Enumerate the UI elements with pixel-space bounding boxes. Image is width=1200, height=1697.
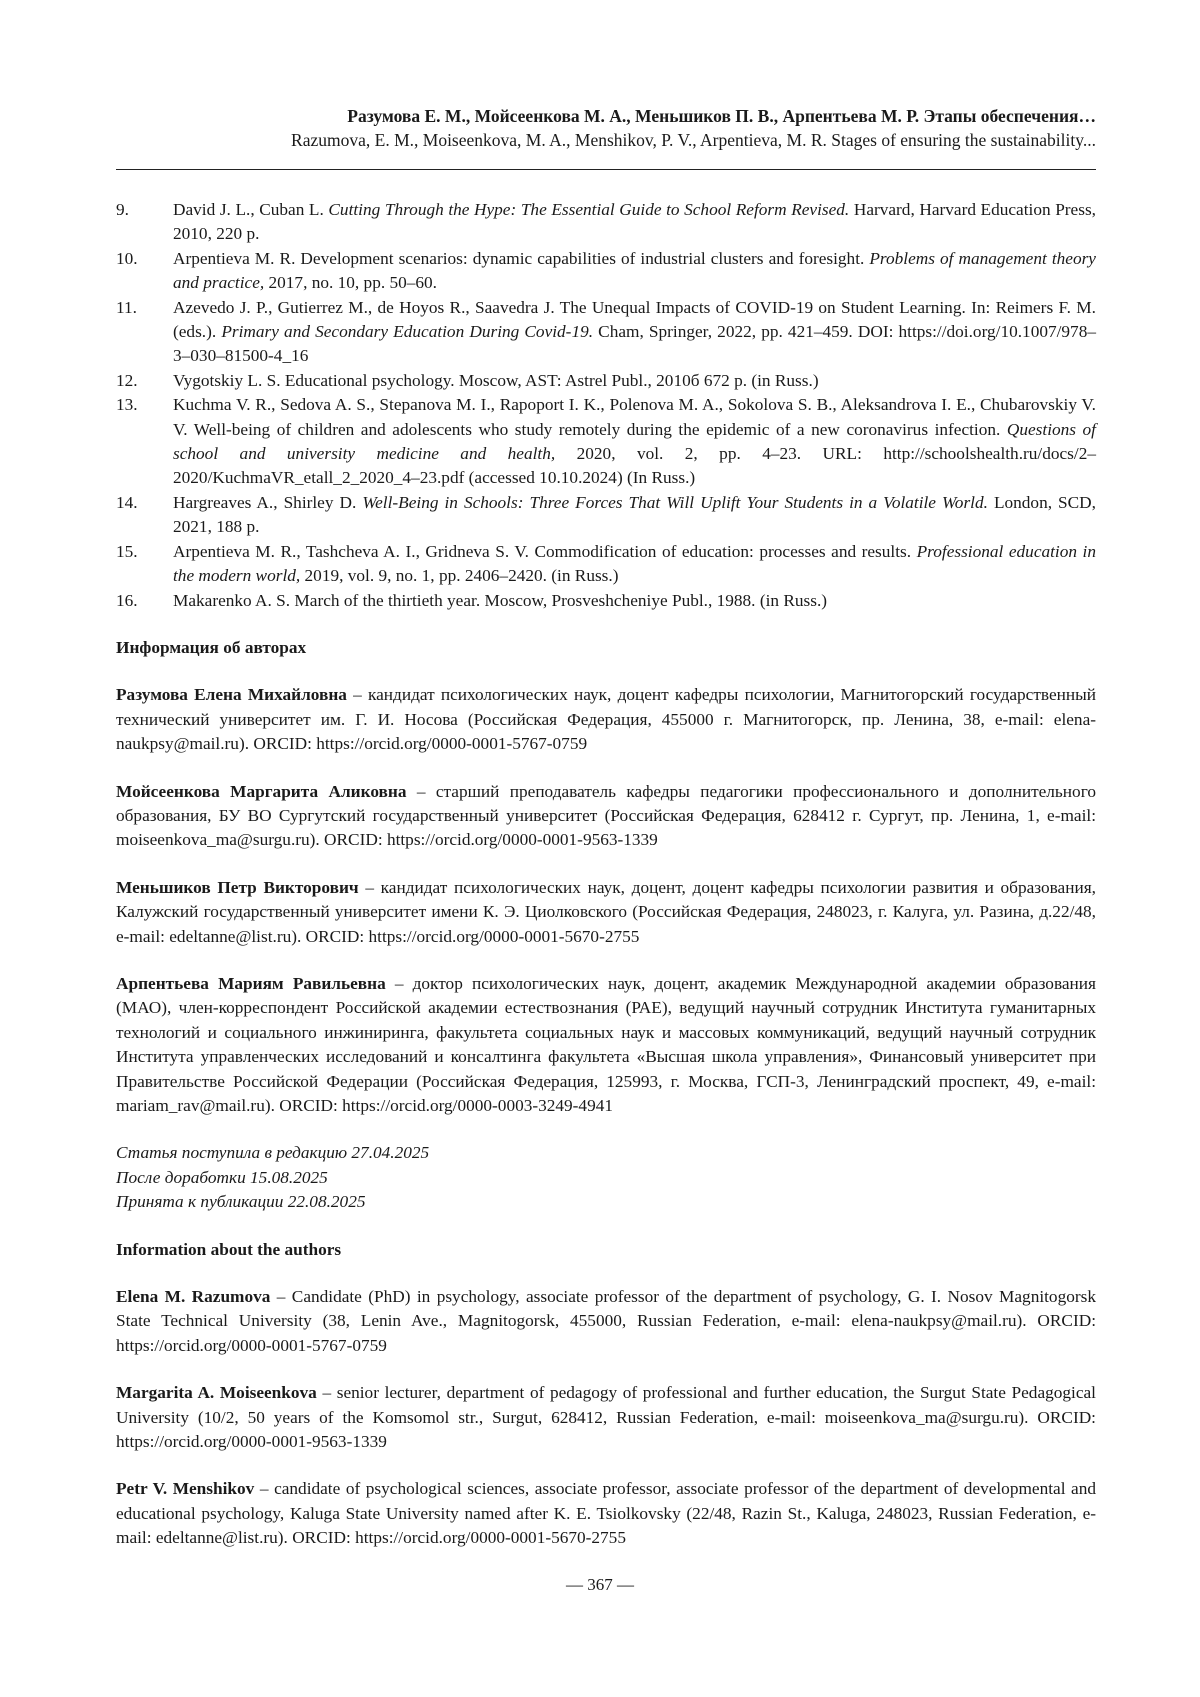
reference-number: 10. xyxy=(116,247,173,296)
reference-text: Hargreaves A., Shirley D. Well-Being in Schools: Three Forces That Will Uplift Your Students in a Volatile World. London, SCD, 2021, 188 p. xyxy=(173,491,1096,540)
author-name: Разумова Елена Михайловна xyxy=(116,685,347,704)
author-name: Margarita A. Moiseenkova xyxy=(116,1383,317,1402)
reference-text: Vygotskiy L. S. Educational psychology. Moscow, AST: Astrel Publ., 2010б 672 p. (in Russ.) xyxy=(173,369,1096,393)
reference-text: Arpentieva M. R., Tashcheva A. I., Gridneva S. V. Commodification of education: processes and results. Professional education in the modern world, 2019, vol. 9, no. 1, pp. 2406–2420. (in Russ.) xyxy=(173,540,1096,589)
reference-item xyxy=(116,369,1096,393)
running-header-title-en: Razumova, E. M., Moiseenkova, M. A., Menshikov, P. V., Arpentieva, M. R. Stages of ensuring the sustainability... xyxy=(116,128,1096,152)
authors-heading-en: Information about the authors xyxy=(116,1238,1096,1262)
article-dates xyxy=(116,1141,1096,1214)
reference-number: 14. xyxy=(116,491,173,540)
reference-item xyxy=(116,393,1096,491)
journal-page xyxy=(0,0,1200,1697)
author-info-en: Margarita A. Moiseenkova – senior lecturer, department of pedagogy of professional and further education, the Surgut State Pedagogical University (10/2, 50 years of the Komsomol str., Surgut, 628412, Russian Federation, e-mail: moiseenkova_ma@surgu.ru). ORCID: https://orcid.org/0000-0001-9563-1339 xyxy=(116,1381,1096,1454)
reference-item xyxy=(116,247,1096,296)
reference-text: Arpentieva M. R. Development scenarios: dynamic capabilities of industrial clusters and foresight. Problems of management theory and practice, 2017, no. 10, pp. 50–60. xyxy=(173,247,1096,296)
date-accepted: Принята к публикации 22.08.2025 xyxy=(116,1190,1096,1214)
authors-heading-ru: Информация об авторах xyxy=(116,636,1096,660)
reference-item xyxy=(116,540,1096,589)
reference-item xyxy=(116,296,1096,369)
reference-number: 12. xyxy=(116,369,173,393)
reference-item xyxy=(116,198,1096,247)
author-info-en: Petr V. Menshikov – candidate of psychological sciences, associate professor, associate professor of the department of developmental and educational psychology, Kaluga State University named after K. E. Tsiolkovsky (22/48, Razin St., Kaluga, 248023, Russian Federation, e-mail: edeltanne@list.ru). ORCID: https://orcid.org/0000-0001-5670-2755 xyxy=(116,1477,1096,1550)
reference-text: Makarenko A. S. March of the thirtieth year. Moscow, Prosveshcheniye Publ., 1988. (in Russ.) xyxy=(173,589,1096,613)
author-name: Меньшиков Петр Викторович xyxy=(116,878,359,897)
reference-item xyxy=(116,491,1096,540)
reference-number: 15. xyxy=(116,540,173,589)
reference-number: 11. xyxy=(116,296,173,369)
page-number: — 367 — xyxy=(0,1575,1200,1595)
reference-text: Azevedo J. P., Gutierrez M., de Hoyos R., Saavedra J. The Unequal Impacts of COVID-19 on Student Learning. In: Reimers F. M. (eds.). Primary and Secondary Education During Covid-19. Cham, Springer, 2022, pp. 421–459. DOI: https://doi.org/10.1007/978–3–030–81500-4_16 xyxy=(173,296,1096,369)
date-received: Статья поступила в редакцию 27.04.2025 xyxy=(116,1141,1096,1165)
author-name: Elena M. Razumova xyxy=(116,1287,270,1306)
author-info-ru: Меньшиков Петр Викторович – кандидат психологических наук, доцент, доцент кафедры психологии развития и образования, Калужский государственный университет имени К. Э. Циолковского (Российская Федерация, 248023, г. Калуга, ул. Разина, д.22/48, e-mail: edeltanne@list.ru). ORCID: https://orcid.org/0000-0001-5670-2755 xyxy=(116,876,1096,949)
reference-text: David J. L., Cuban L. Cutting Through the Hype: The Essential Guide to School Reform Revised. Harvard, Harvard Education Press, 2010, 220 p. xyxy=(173,198,1096,247)
article-body xyxy=(116,198,1096,1551)
running-header-title-ru: Разумова Е. М., Мойсеенкова М. А., Меньшиков П. В., Арпентьева М. Р. Этапы обеспечения… xyxy=(116,104,1096,128)
reference-item xyxy=(116,589,1096,613)
header-divider xyxy=(116,169,1096,170)
reference-text: Kuchma V. R., Sedova A. S., Stepanova M. I., Rapoport I. K., Polenova M. A., Sokolova S. B., Aleksandrova I. E., Chubarovskiy V. V. Well-being of children and adolescents who study remotely during the epidemic of a new coronavirus infection. Questions of school and university medicine and health, 2020, vol. 2, pp. 4–23. URL: http://schoolshealth.ru/docs/2–2020/KuchmaVR_etall_2_2020_4–23.pdf (accessed 10.10.2024) (In Russ.) xyxy=(173,393,1096,491)
author-info-en: Elena M. Razumova – Candidate (PhD) in psychology, associate professor of the department of psychology, G. I. Nosov Magnitogorsk State Technical University (38, Lenin Ave., Magnitogorsk, 455000, Russian Federation, e-mail: elena-naukpsy@mail.ru). ORCID: https://orcid.org/0000-0001-5767-0759 xyxy=(116,1285,1096,1358)
author-name: Мойсеенкова Маргарита Аликовна xyxy=(116,782,406,801)
date-revised: После доработки 15.08.2025 xyxy=(116,1166,1096,1190)
author-info-ru: Арпентьева Мариям Равильевна – доктор психологических наук, доцент, академик Международной академии образования (МАО), член-корреспондент Российской академии естествознания (РАЕ), ведущий научный сотрудник Института гуманитарных технологий и социального инжиниринга, факультета социальных наук и массовых коммуникаций, ведущий научный сотрудник Института управленческих исследований и консалтинга факультета «Высшая школа управления», Финансовый университет при Правительстве Российской Федерации (Российская Федерация, 125993, г. Москва, ГСП-3, Ленинградский проспект, 49, e-mail: mariam_rav@mail.ru). ORCID: https://orcid.org/0000-0003-3249-4941 xyxy=(116,972,1096,1118)
reference-number: 13. xyxy=(116,393,173,491)
reference-list xyxy=(116,198,1096,613)
author-name: Арпентьева Мариям Равильевна xyxy=(116,974,386,993)
reference-number: 9. xyxy=(116,198,173,247)
author-info-ru: Мойсеенкова Маргарита Аликовна – старший преподаватель кафедры педагогики профессионального и дополнительного образования, БУ ВО Сургутский государственный университет (Российская Федерация, 628412 г. Сургут, пр. Ленина, 1, e-mail: moiseenkova_ma@surgu.ru). ORCID: https://orcid.org/0000-0001-9563-1339 xyxy=(116,780,1096,853)
running-header xyxy=(116,104,1096,152)
author-info-ru: Разумова Елена Михайловна – кандидат психологических наук, доцент кафедры психологии, Магнитогорский государственный технический университет им. Г. И. Носова (Российская Федерация, 455000 г. Магнитогорск, пр. Ленина, 38, e-mail: elena-naukpsy@mail.ru). ORCID: https://orcid.org/0000-0001-5767-0759 xyxy=(116,683,1096,756)
reference-number: 16. xyxy=(116,589,173,613)
author-name: Petr V. Menshikov xyxy=(116,1479,254,1498)
